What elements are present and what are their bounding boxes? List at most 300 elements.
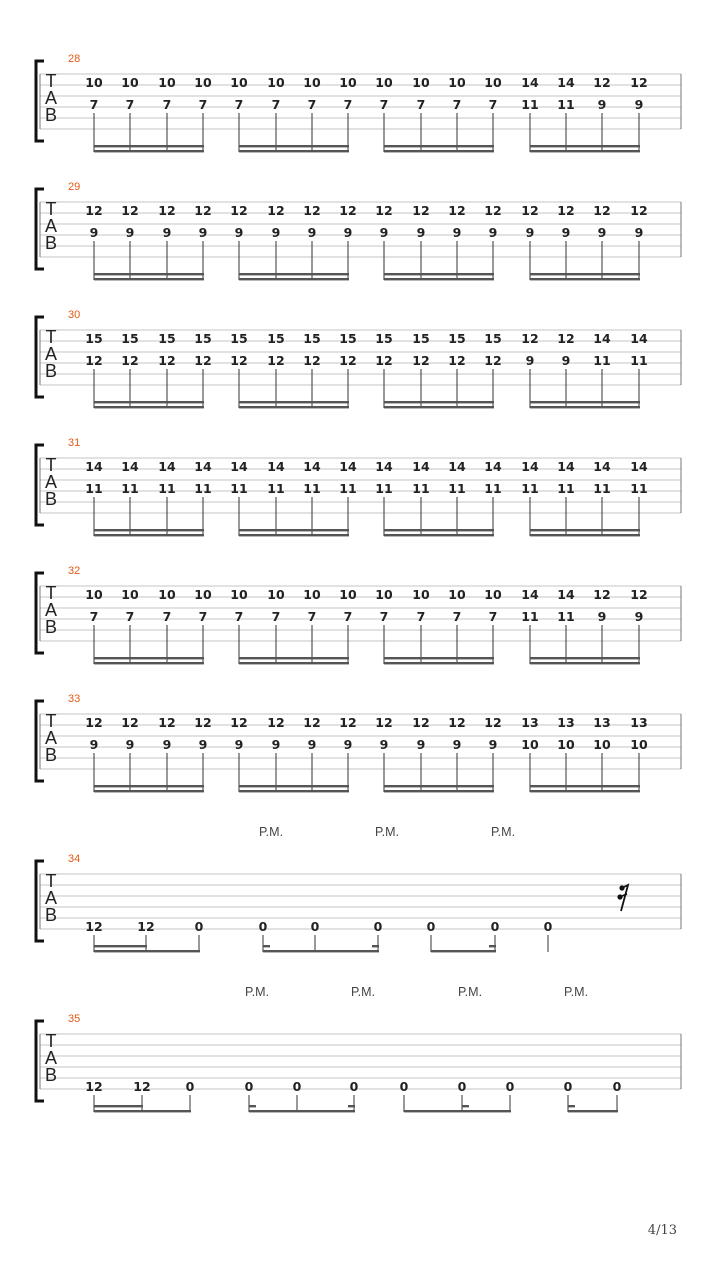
fret-number: 10 (339, 587, 357, 602)
fret-number: 12 (557, 331, 575, 346)
fret-number: 7 (307, 609, 317, 624)
fret-number: 11 (630, 353, 648, 368)
fret-number: 12 (521, 203, 539, 218)
fret-number: 9 (162, 225, 172, 240)
fret-number: 10 (267, 587, 285, 602)
fret-number: 12 (303, 715, 321, 730)
beam (530, 785, 640, 787)
fret-number: 11 (303, 481, 321, 496)
beam (384, 278, 494, 280)
measure-number: 32 (68, 565, 81, 577)
fret-number: 15 (448, 331, 466, 346)
fret-number: 0 (399, 1079, 409, 1094)
fret-number: 12 (85, 715, 103, 730)
measure-number: 34 (68, 853, 81, 865)
fret-number: 7 (271, 609, 281, 624)
tab-clef-letter: B (44, 105, 58, 125)
fret-number: 9 (379, 225, 389, 240)
fret-number: 9 (634, 609, 644, 624)
fret-number: 11 (85, 481, 103, 496)
fret-number: 10 (521, 737, 539, 752)
fret-number: 7 (379, 97, 389, 112)
measure-number: 35 (68, 1013, 81, 1025)
fret-number: 0 (194, 919, 204, 934)
fret-number: 9 (634, 225, 644, 240)
fret-number: 12 (267, 353, 285, 368)
fret-number: 13 (593, 715, 611, 730)
fret-number: 11 (593, 353, 611, 368)
fret-number: 12 (448, 715, 466, 730)
fret-number: 12 (158, 203, 176, 218)
fret-number: 12 (121, 715, 139, 730)
fret-number: 12 (339, 715, 357, 730)
fret-number: 10 (412, 75, 430, 90)
tab-clef-letter: T (45, 71, 57, 91)
fret-number: 9 (307, 737, 317, 752)
tab-clef-letter: B (44, 745, 58, 765)
fret-number: 12 (158, 715, 176, 730)
beam (263, 950, 379, 952)
fret-number: 7 (307, 97, 317, 112)
fret-number: 9 (125, 737, 135, 752)
beam (239, 657, 349, 659)
fret-number: 12 (484, 715, 502, 730)
fret-number: 12 (593, 75, 611, 90)
beam (568, 1110, 618, 1112)
fret-number: 12 (194, 715, 212, 730)
fret-number: 9 (89, 737, 99, 752)
fret-number: 10 (412, 587, 430, 602)
fret-number: 7 (416, 609, 426, 624)
beam (263, 945, 270, 947)
beam (94, 950, 200, 952)
fret-number: 12 (557, 203, 575, 218)
palm-mute-label: P.M. (350, 985, 376, 999)
fret-number: 12 (230, 353, 248, 368)
fret-number: 11 (339, 481, 357, 496)
beam (94, 1110, 191, 1112)
fret-number: 7 (343, 609, 353, 624)
beam (239, 534, 349, 536)
beam (384, 406, 494, 408)
fret-number: 14 (194, 459, 212, 474)
tab-system-28 (36, 53, 681, 152)
page-number: 4/13 (647, 1223, 677, 1238)
fret-number: 15 (484, 331, 502, 346)
beam (530, 662, 640, 664)
fret-number: 14 (158, 459, 176, 474)
fret-number: 10 (121, 75, 139, 90)
beam (348, 1105, 355, 1107)
tab-clef-letter: B (44, 489, 58, 509)
beam (94, 662, 204, 664)
fret-number: 12 (484, 203, 502, 218)
fret-number: 0 (426, 919, 436, 934)
tab-system-31 (36, 437, 681, 536)
fret-number: 14 (521, 459, 539, 474)
fret-number: 14 (557, 587, 575, 602)
tab-clef-letter: A (44, 216, 58, 236)
beam (530, 657, 640, 659)
tab-clef-letter: B (44, 233, 58, 253)
fret-number: 14 (557, 75, 575, 90)
fret-number: 0 (505, 1079, 515, 1094)
tab-clef-letter: B (44, 905, 58, 925)
fret-number: 12 (85, 203, 103, 218)
fret-number: 14 (339, 459, 357, 474)
fret-number: 7 (379, 609, 389, 624)
fret-number: 15 (194, 331, 212, 346)
fret-number: 0 (292, 1079, 302, 1094)
fret-number: 9 (271, 225, 281, 240)
fret-number: 10 (230, 75, 248, 90)
fret-number: 9 (452, 737, 462, 752)
fret-number: 9 (416, 737, 426, 752)
fret-number: 9 (597, 225, 607, 240)
fret-number: 9 (343, 737, 353, 752)
tab-clef-letter: T (45, 455, 57, 475)
fret-number: 10 (85, 75, 103, 90)
fret-number: 10 (158, 587, 176, 602)
fret-number: 0 (185, 1079, 195, 1094)
beam (530, 273, 640, 275)
fret-number: 10 (85, 587, 103, 602)
fret-number: 14 (230, 459, 248, 474)
beam (530, 278, 640, 280)
fret-number: 12 (194, 353, 212, 368)
fret-number: 12 (121, 203, 139, 218)
fret-number: 11 (158, 481, 176, 496)
fret-number: 12 (230, 203, 248, 218)
fret-number: 10 (557, 737, 575, 752)
beam (239, 785, 349, 787)
fret-number: 12 (194, 203, 212, 218)
fret-number: 0 (563, 1079, 573, 1094)
beam (239, 662, 349, 664)
fret-number: 12 (303, 353, 321, 368)
fret-number: 12 (121, 353, 139, 368)
beam (94, 278, 204, 280)
fret-number: 13 (557, 715, 575, 730)
fret-number: 12 (230, 715, 248, 730)
fret-number: 12 (412, 353, 430, 368)
fret-number: 12 (375, 353, 393, 368)
fret-number: 10 (267, 75, 285, 90)
fret-number: 14 (630, 459, 648, 474)
tab-clef-letter: A (44, 472, 58, 492)
beam (239, 790, 349, 792)
fret-number: 14 (521, 587, 539, 602)
fret-number: 10 (121, 587, 139, 602)
fret-number: 11 (375, 481, 393, 496)
fret-number: 0 (244, 1079, 254, 1094)
measure-number: 33 (68, 693, 81, 705)
tab-clef-letter: T (45, 583, 57, 603)
beam (239, 406, 349, 408)
fret-number: 9 (162, 737, 172, 752)
beam (239, 145, 349, 147)
fret-number: 12 (85, 1079, 103, 1094)
fret-number: 10 (593, 737, 611, 752)
beam (384, 657, 494, 659)
palm-mute-label: P.M. (490, 825, 516, 839)
tab-system-29 (36, 181, 681, 280)
fret-number: 9 (525, 225, 535, 240)
fret-number: 12 (158, 353, 176, 368)
palm-mute-label: P.M. (563, 985, 589, 999)
tab-clef-letter: A (44, 88, 58, 108)
tab-clef-letter: A (44, 600, 58, 620)
fret-number: 0 (349, 1079, 359, 1094)
fret-number: 12 (448, 203, 466, 218)
fret-number: 13 (521, 715, 539, 730)
beam (384, 401, 494, 403)
beam (431, 950, 496, 952)
fret-number: 9 (597, 97, 607, 112)
fret-number: 11 (521, 609, 539, 624)
fret-number: 9 (525, 353, 535, 368)
tab-clef-letter: B (44, 361, 58, 381)
beam (94, 790, 204, 792)
fret-number: 7 (234, 609, 244, 624)
fret-number: 9 (416, 225, 426, 240)
tab-clef-letter: B (44, 617, 58, 637)
tab-clef-letter: T (45, 711, 57, 731)
fret-number: 7 (198, 97, 208, 112)
fret-number: 11 (194, 481, 212, 496)
beam (249, 1110, 355, 1112)
beam (530, 534, 640, 536)
beam (94, 1105, 143, 1107)
fret-number: 11 (448, 481, 466, 496)
fret-number: 9 (343, 225, 353, 240)
fret-number: 15 (339, 331, 357, 346)
fret-number: 10 (484, 587, 502, 602)
fret-number: 14 (448, 459, 466, 474)
beam (94, 406, 204, 408)
fret-number: 7 (452, 609, 462, 624)
measure-number: 28 (68, 53, 81, 65)
fret-number: 7 (416, 97, 426, 112)
fret-number: 12 (267, 203, 285, 218)
fret-number: 15 (121, 331, 139, 346)
beam (239, 273, 349, 275)
fret-number: 9 (125, 225, 135, 240)
fret-number: 7 (198, 609, 208, 624)
fret-number: 12 (267, 715, 285, 730)
palm-mute-label: P.M. (457, 985, 483, 999)
beam (249, 1105, 256, 1107)
palm-mute-label: P.M. (374, 825, 400, 839)
fret-number: 9 (234, 225, 244, 240)
fret-number: 12 (448, 353, 466, 368)
fret-number: 11 (521, 481, 539, 496)
beam (94, 145, 204, 147)
fret-number: 11 (557, 481, 575, 496)
fret-number: 9 (597, 609, 607, 624)
fret-number: 11 (593, 481, 611, 496)
fret-number: 11 (557, 609, 575, 624)
fret-number: 7 (125, 97, 135, 112)
fret-number: 12 (521, 331, 539, 346)
fret-number: 9 (198, 737, 208, 752)
fret-number: 7 (125, 609, 135, 624)
fret-number: 15 (375, 331, 393, 346)
tab-clef-letter: A (44, 344, 58, 364)
fret-number: 7 (488, 97, 498, 112)
fret-number: 0 (258, 919, 268, 934)
beam (94, 273, 204, 275)
fret-number: 11 (230, 481, 248, 496)
fret-number: 11 (630, 481, 648, 496)
fret-number: 10 (630, 737, 648, 752)
fret-number: 9 (379, 737, 389, 752)
beam (94, 945, 147, 947)
fret-number: 9 (307, 225, 317, 240)
fret-number: 12 (85, 353, 103, 368)
fret-number: 7 (343, 97, 353, 112)
beam (239, 401, 349, 403)
fret-number: 12 (339, 353, 357, 368)
fret-number: 12 (630, 587, 648, 602)
beam (530, 406, 640, 408)
beam (239, 278, 349, 280)
beam (530, 401, 640, 403)
fret-number: 10 (339, 75, 357, 90)
beam (384, 790, 494, 792)
tab-clef-letter: A (44, 728, 58, 748)
fret-number: 10 (375, 75, 393, 90)
fret-number: 9 (488, 737, 498, 752)
tab-clef-letter: B (44, 1065, 58, 1085)
tab-system-34 (36, 825, 681, 952)
fret-number: 12 (593, 203, 611, 218)
fret-number: 12 (630, 75, 648, 90)
fret-number: 13 (630, 715, 648, 730)
fret-number: 12 (339, 203, 357, 218)
beam (94, 529, 204, 531)
beam (384, 662, 494, 664)
fret-number: 12 (593, 587, 611, 602)
fret-number: 0 (543, 919, 553, 934)
beam (384, 785, 494, 787)
fret-number: 10 (230, 587, 248, 602)
beam (94, 150, 204, 152)
fret-number: 12 (412, 715, 430, 730)
fret-number: 14 (412, 459, 430, 474)
beam (239, 529, 349, 531)
fret-number: 7 (89, 609, 99, 624)
beam (94, 657, 204, 659)
fret-number: 10 (158, 75, 176, 90)
fret-number: 9 (488, 225, 498, 240)
fret-number: 12 (133, 1079, 151, 1094)
fret-number: 14 (593, 331, 611, 346)
tab-system-33 (36, 693, 681, 792)
fret-number: 10 (194, 75, 212, 90)
beam (384, 529, 494, 531)
fret-number: 11 (412, 481, 430, 496)
fret-number: 10 (303, 75, 321, 90)
fret-number: 14 (521, 75, 539, 90)
tab-clef-letter: T (45, 199, 57, 219)
measure-number: 30 (68, 309, 81, 321)
palm-mute-label: P.M. (258, 825, 284, 839)
fret-number: 9 (561, 225, 571, 240)
fret-number: 12 (484, 353, 502, 368)
fret-number: 12 (630, 203, 648, 218)
beam (462, 1105, 469, 1107)
beam (384, 145, 494, 147)
fret-number: 15 (158, 331, 176, 346)
beam (372, 945, 379, 947)
fret-number: 7 (162, 97, 172, 112)
fret-number: 14 (593, 459, 611, 474)
fret-number: 9 (452, 225, 462, 240)
fret-number: 11 (267, 481, 285, 496)
beam (404, 1110, 511, 1112)
fret-number: 15 (412, 331, 430, 346)
fret-number: 9 (234, 737, 244, 752)
fret-number: 11 (521, 97, 539, 112)
fret-number: 15 (267, 331, 285, 346)
fret-number: 10 (448, 75, 466, 90)
fret-number: 7 (452, 97, 462, 112)
fret-number: 10 (194, 587, 212, 602)
fret-number: 14 (85, 459, 103, 474)
fret-number: 14 (375, 459, 393, 474)
fret-number: 7 (89, 97, 99, 112)
fret-number: 15 (85, 331, 103, 346)
fret-number: 0 (310, 919, 320, 934)
fret-number: 15 (230, 331, 248, 346)
beam (530, 790, 640, 792)
fret-number: 12 (303, 203, 321, 218)
fret-number: 14 (630, 331, 648, 346)
fret-number: 12 (137, 919, 155, 934)
fret-number: 9 (271, 737, 281, 752)
fret-number: 7 (162, 609, 172, 624)
fret-number: 0 (373, 919, 383, 934)
fret-number: 14 (484, 459, 502, 474)
beam (384, 150, 494, 152)
fret-number: 10 (375, 587, 393, 602)
beam (530, 150, 640, 152)
tab-clef-letter: A (44, 888, 58, 908)
fret-number: 10 (448, 587, 466, 602)
fret-number: 12 (412, 203, 430, 218)
fret-number: 0 (612, 1079, 622, 1094)
tab-system-32 (36, 565, 681, 664)
fret-number: 7 (234, 97, 244, 112)
fret-number: 14 (121, 459, 139, 474)
fret-number: 9 (634, 97, 644, 112)
fret-number: 12 (375, 715, 393, 730)
tab-clef-letter: T (45, 1031, 57, 1051)
fret-number: 12 (85, 919, 103, 934)
fret-number: 9 (89, 225, 99, 240)
beam (568, 1105, 575, 1107)
beam (384, 273, 494, 275)
beam (94, 785, 204, 787)
tab-system-30 (36, 309, 681, 408)
measure-number: 29 (68, 181, 81, 193)
measure-number: 31 (68, 437, 81, 449)
beam (94, 401, 204, 403)
tab-clef-letter: A (44, 1048, 58, 1068)
beam (489, 945, 496, 947)
fret-number: 15 (303, 331, 321, 346)
